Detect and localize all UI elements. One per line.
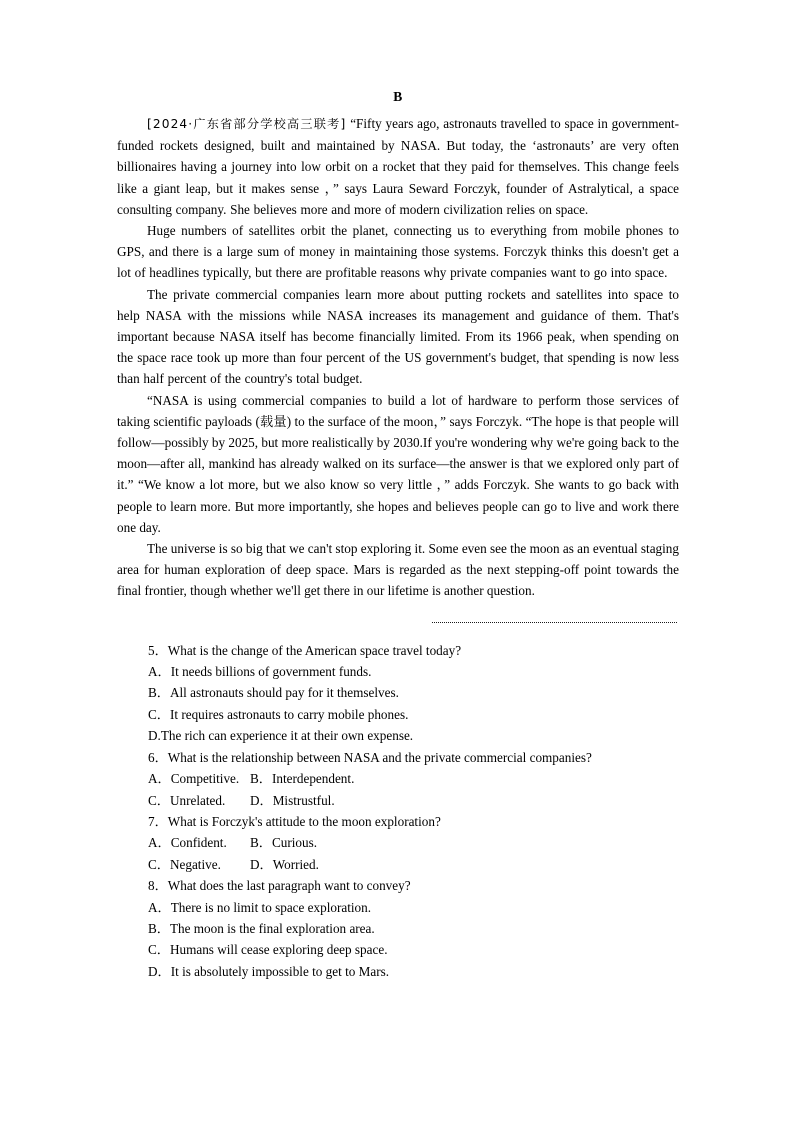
question-option-row xyxy=(148,832,679,853)
question-stem xyxy=(148,747,679,768)
question-text: What is the relationship between NASA and the private commercial companies? xyxy=(167,749,592,765)
question-number: 7． xyxy=(148,813,168,829)
section-divider xyxy=(117,613,679,629)
question-option[interactable]: C．Negative. xyxy=(148,856,221,872)
section-title: B xyxy=(393,89,403,104)
paragraph-5: The universe is so big that we can't stop exploring it. Some even see the moon as an eventual staging area for human exploration of deep space. Mars is regarded as the next stepping-off point towards the final frontier, though whether we'll get there in our lifetime is another question. xyxy=(117,541,679,599)
document-content xyxy=(117,88,679,982)
question-number: 5． xyxy=(148,642,168,658)
question-option[interactable]: D．It is absolutely impossible to get to Mars. xyxy=(148,963,390,979)
question-option-row xyxy=(148,790,679,811)
question-text: What is the change of the American space travel today? xyxy=(167,642,462,658)
question-option[interactable]: D．Worried. xyxy=(250,856,319,872)
question-option[interactable]: C．Humans will cease exploring deep space. xyxy=(148,942,388,958)
question-number: 8． xyxy=(148,878,168,894)
question-block-8 xyxy=(148,875,679,982)
question-option[interactable]: D.The rich can experience it at their own expense. xyxy=(148,728,414,744)
question-option[interactable]: C．Unrelated. xyxy=(148,792,226,808)
question-number: 6． xyxy=(148,749,168,765)
question-option[interactable]: A．Confident. xyxy=(148,835,227,851)
questions-list xyxy=(117,640,679,983)
question-option[interactable]: B．The moon is the final exploration area. xyxy=(148,920,375,936)
question-option[interactable]: B．Curious. xyxy=(250,835,318,851)
question-option[interactable]: A．Competitive. xyxy=(148,771,240,787)
question-block-7 xyxy=(148,811,679,875)
question-option[interactable]: C．It requires astronauts to carry mobile phones. xyxy=(148,706,409,722)
source-tag: [2024·广东省部分学校高三联考] xyxy=(147,117,347,131)
question-text: What is Forczyk's attitude to the moon exploration? xyxy=(167,813,441,829)
paragraph-2: Huge numbers of satellites orbit the planet, connecting us to everything from mobile phones to GPS, and there is a large sum of money in maintaining those systems. Forczyk thinks this doesn't get a lot of headlines typically, but there are profitable reasons why private companies want to go into space. xyxy=(117,223,679,281)
question-option[interactable]: B．Interdependent. xyxy=(250,771,355,787)
question-option-row xyxy=(148,768,679,789)
paragraph-4: “NASA is using commercial companies to build a lot of hardware to perform those services of taking scientific payloads (载量) to the surface of the moon，” says Forczyk. “The hope is that people will follow—possibly by 2025, but more realistically by 2030.If you're wondering why we're going back to the moon—after all, mankind has already walked on its surface—the answer is that we explored only part of it.” “We know a lot more, but we also know so very little ，” adds Forczyk. She wants to go back with people to learn more. But more importantly, she hopes and believes people can go to live and work there one day. xyxy=(117,392,679,535)
question-option[interactable]: B．All astronauts should pay for it themselves. xyxy=(148,685,399,701)
question-option[interactable]: D．Mistrustful. xyxy=(250,792,335,808)
question-text: What does the last paragraph want to convey? xyxy=(167,878,411,894)
paragraph-3: The private commercial companies learn more about putting rockets and satellites into space to help NASA with the missions while NASA increases its management and guidance of them. That's important because NASA itself has become financially limited. From its 1966 peak, when spending on the space race took up more than four percent of the US government's budget, that spending is now less than half percent of the country's total budget. xyxy=(117,286,679,387)
question-stem xyxy=(148,811,679,832)
question-option[interactable]: A．There is no limit to space exploration. xyxy=(148,899,372,915)
question-stem xyxy=(148,875,679,896)
question-block-5 xyxy=(148,640,679,747)
question-stem xyxy=(148,640,679,661)
question-block-6 xyxy=(148,747,679,811)
question-option-row xyxy=(148,854,679,875)
paragraph-1-text: “Fifty years ago, astronauts travelled to space in government-funded rockets designed, built and maintained by NASA. But today, the ‘astronauts’ are very often billionaires having a journey into low orbit on a rocket that they paid for themselves. This change feels like a giant leap, but it makes sense ，” says Laura Seward Forczyk, founder of Astralytical, a space consulting company. She believes more and more of modern civilization relies on space. xyxy=(117,116,679,217)
dotted-rule xyxy=(432,622,677,623)
paragraph-1 xyxy=(117,113,679,220)
question-option[interactable]: A．It needs billions of government funds. xyxy=(148,664,372,680)
